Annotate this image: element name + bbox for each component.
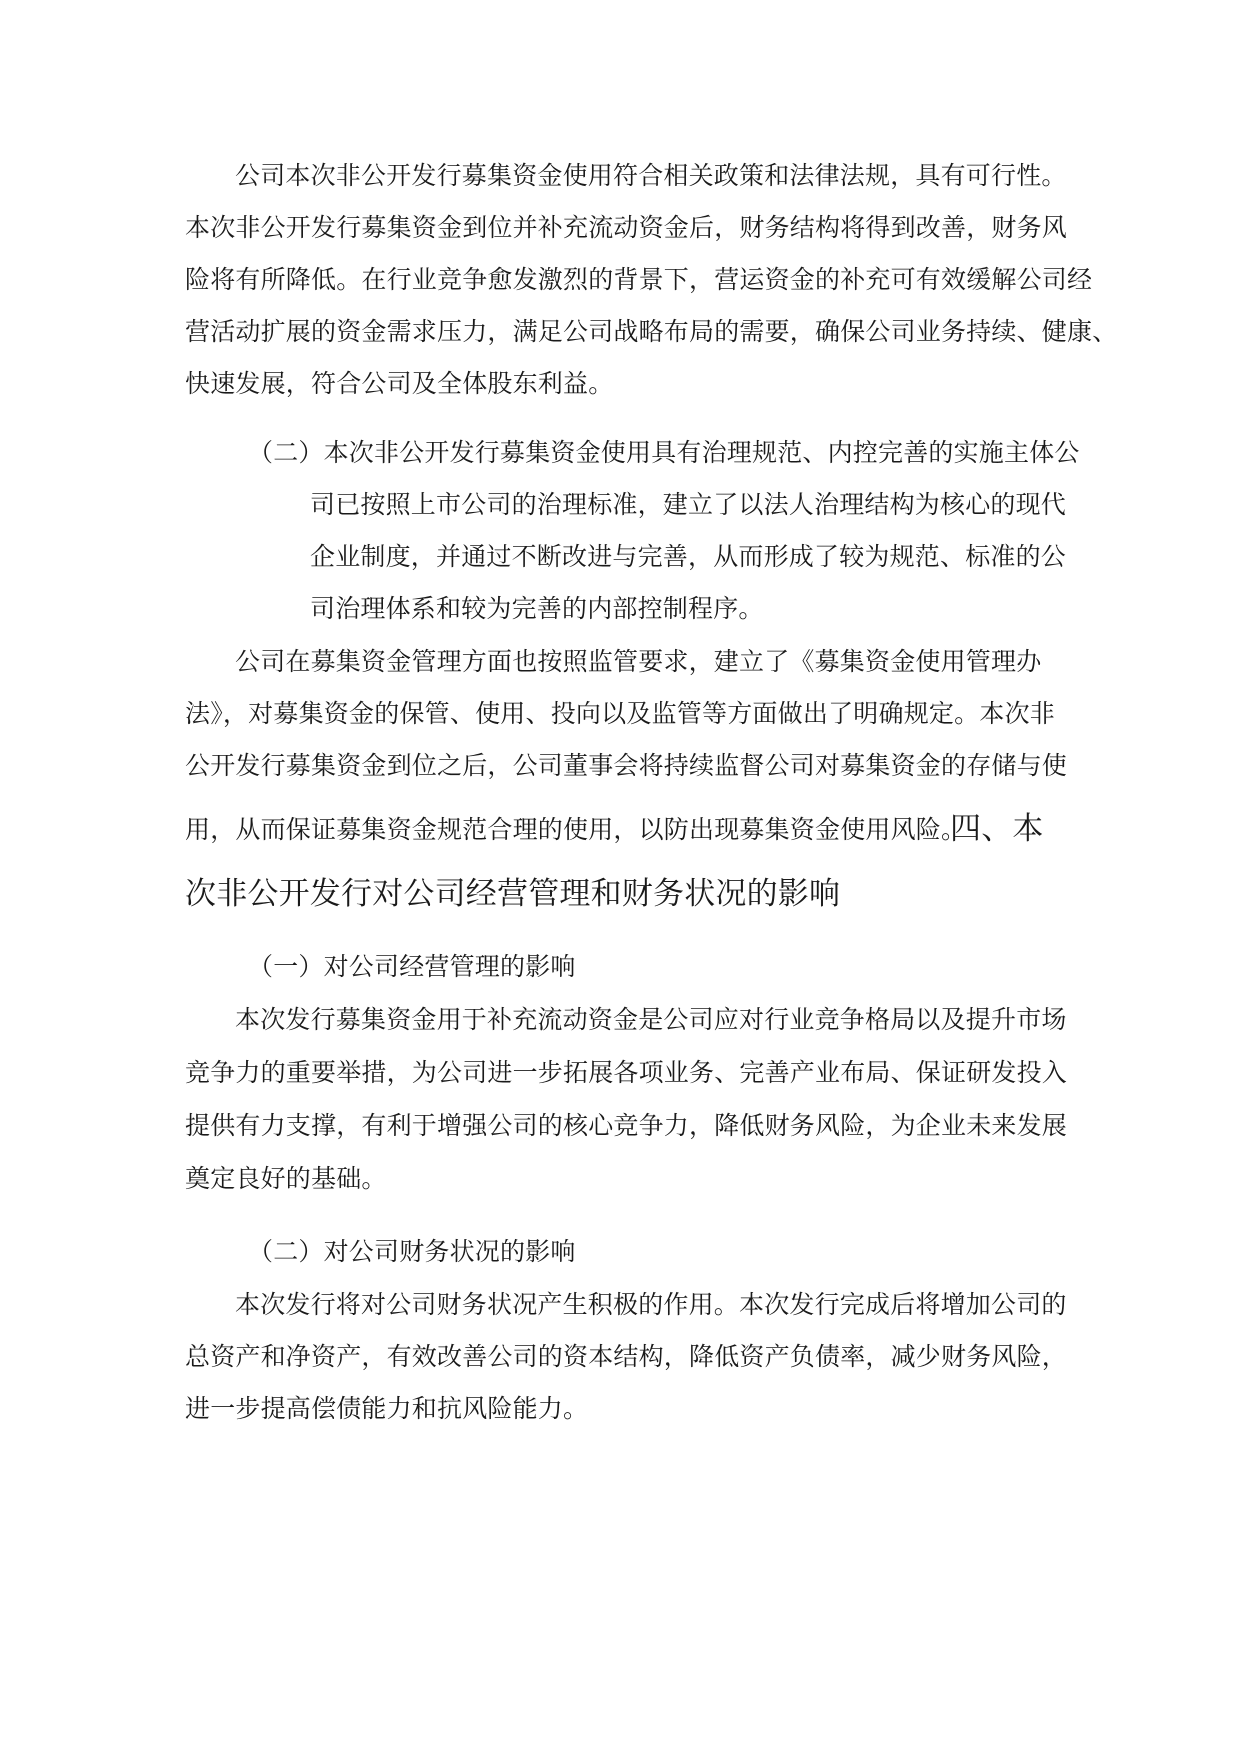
subsection-2-line-2: 总资产和净资产，有效改善公司的资本结构，降低资产负债率，减少财务风险， — [185, 1342, 1068, 1371]
paragraph-3-line-3: 公开发行募集资金到位之后，公司董事会将持续监督公司对募集资金的存储与使 — [185, 751, 1068, 780]
paragraph-3-line-2: 法》，对募集资金的保管、使用、投向以及监管等方面做出了明确规定。本次非 — [185, 699, 1055, 728]
paragraph-3-last-line: 用，从而保证募集资金规范合理的使用，以防出现募集资金使用风险。 — [185, 815, 967, 844]
subsection-2-line-1: 本次发行将对公司财务状况产生积极的作用。本次发行完成后将增加公司的 — [235, 1290, 1067, 1319]
paragraph-1-line-4: 营活动扩展的资金需求压力，满足公司战略布局的需要，确保公司业务持续、健康、 — [185, 317, 1118, 346]
subsection-1-line-2: 竞争力的重要举措，为公司进一步拓展各项业务、完善产业布局、保证研发投入 — [185, 1058, 1068, 1087]
section-2-line-1: （二）本次非公开发行募集资金使用具有治理规范、内控完善的实施主体公 — [248, 438, 1080, 467]
section-2-line-4: 司治理体系和较为完善的内部控制程序。 — [310, 594, 764, 623]
heading-4-part-2: 次非公开发行对公司经营管理和财务状况的影响 — [185, 876, 841, 912]
subsection-1-line-3: 提供有力支撑，有利于增强公司的核心竞争力，降低财务风险，为企业未来发展 — [185, 1111, 1068, 1140]
paragraph-1-line-2: 本次非公开发行募集资金到位并补充流动资金后，财务结构将得到改善，财务风 — [185, 213, 1068, 242]
section-2-line-3: 企业制度，并通过不断改进与完善，从而形成了较为规范、标准的公 — [310, 542, 1067, 571]
paragraph-1-line-5: 快速发展，符合公司及全体股东利益。 — [185, 369, 614, 398]
subsection-1-line-4: 奠定良好的基础。 — [185, 1164, 387, 1193]
paragraph-1-line-3: 险将有所降低。在行业竞争愈发激烈的背景下，营运资金的补充可有效缓解公司经 — [185, 265, 1093, 294]
paragraph-3-line-1: 公司在募集资金管理方面也按照监管要求，建立了《募集资金使用管理办 — [235, 647, 1042, 676]
section-2-line-2: 司已按照上市公司的治理标准，建立了以法人治理结构为核心的现代 — [310, 490, 1067, 519]
subsection-2-title: （二）对公司财务状况的影响 — [248, 1237, 576, 1266]
paragraph-1-line-1: 公司本次非公开发行募集资金使用符合相关政策和法律法规，具有可行性。 — [235, 161, 1067, 190]
heading-4-part-1: 四、本 — [950, 811, 1044, 847]
subsection-2-line-3: 进一步提高偿债能力和抗风险能力。 — [185, 1394, 589, 1423]
subsection-1-line-1: 本次发行募集资金用于补充流动资金是公司应对行业竞争格局以及提升市场 — [235, 1005, 1067, 1034]
subsection-1-title: （一）对公司经营管理的影响 — [248, 952, 576, 981]
